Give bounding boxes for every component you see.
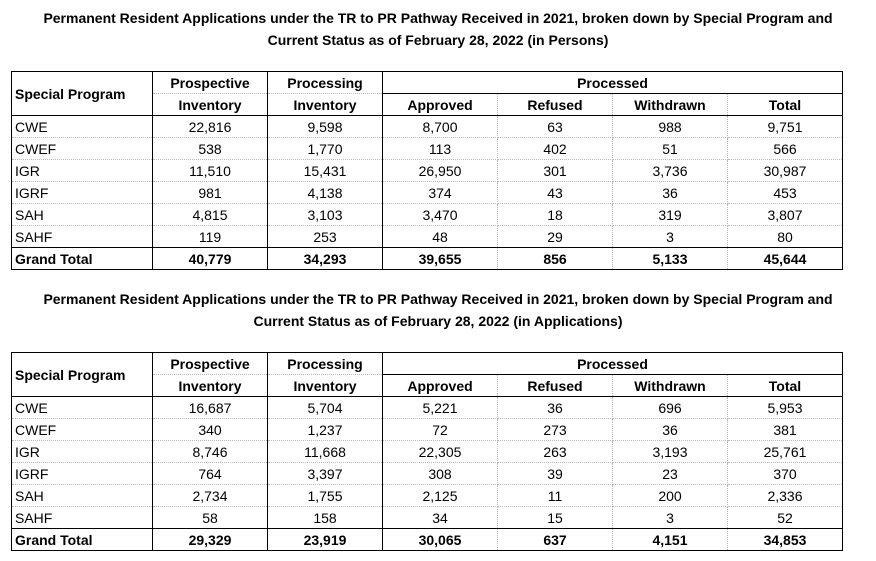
cell-processing: 9,598	[268, 116, 383, 138]
cell-total: 25,761	[728, 441, 843, 463]
table-caption-persons	[0, 7, 876, 51]
grand-total-row	[12, 529, 843, 551]
cell-refused: 301	[498, 160, 613, 182]
cell-processing: 4,138	[268, 182, 383, 204]
cell-program: SAHF	[12, 507, 153, 529]
header-prospective-line2: Inventory	[153, 375, 268, 397]
cell-total: 381	[728, 419, 843, 441]
cell-total: 9,751	[728, 116, 843, 138]
grand-total-row	[12, 248, 843, 270]
cell-processing: 15,431	[268, 160, 383, 182]
cell-processing: 1,770	[268, 138, 383, 160]
cell-prospective: 8,746	[153, 441, 268, 463]
header-prospective-line2: Inventory	[153, 94, 268, 116]
cell-program: IGR	[12, 441, 153, 463]
cell-program: IGRF	[12, 463, 153, 485]
cell-approved: 8,700	[383, 116, 498, 138]
cell-processing: 1,237	[268, 419, 383, 441]
table-row	[12, 463, 843, 485]
cell-prospective: 22,816	[153, 116, 268, 138]
cell-approved: 26,950	[383, 160, 498, 182]
cell-refused: 15	[498, 507, 613, 529]
cell-prospective: 29,329	[153, 529, 268, 551]
cell-withdrawn: 36	[613, 182, 728, 204]
table-row	[12, 441, 843, 463]
cell-program: CWE	[12, 397, 153, 419]
cell-prospective: 2,734	[153, 485, 268, 507]
cell-refused: 39	[498, 463, 613, 485]
cell-approved: 72	[383, 419, 498, 441]
cell-total: 453	[728, 182, 843, 204]
cell-refused: 29	[498, 226, 613, 248]
cell-program: SAH	[12, 204, 153, 226]
header-refused: Refused	[498, 375, 613, 397]
cell-withdrawn: 988	[613, 116, 728, 138]
header-withdrawn: Withdrawn	[613, 375, 728, 397]
table-row	[12, 116, 843, 138]
cell-refused: 18	[498, 204, 613, 226]
cell-approved: 2,125	[383, 485, 498, 507]
cell-total: 34,853	[728, 529, 843, 551]
cell-program: SAHF	[12, 226, 153, 248]
table-row	[12, 226, 843, 248]
header-total: Total	[728, 375, 843, 397]
cell-prospective: 981	[153, 182, 268, 204]
cell-processing: 253	[268, 226, 383, 248]
cell-withdrawn: 5,133	[613, 248, 728, 270]
caption-line: Permanent Resident Applications under the TR to PR Pathway Received in 2021, broken down by Special Program and	[43, 291, 833, 307]
cell-prospective: 40,779	[153, 248, 268, 270]
caption-line: Current Status as of February 28, 2022 (in Persons)	[267, 32, 609, 48]
cell-processing: 23,919	[268, 529, 383, 551]
table-row	[12, 204, 843, 226]
cell-prospective: 11,510	[153, 160, 268, 182]
header-processed: Processed	[383, 353, 843, 375]
header-withdrawn: Withdrawn	[613, 94, 728, 116]
cell-approved: 34	[383, 507, 498, 529]
cell-refused: 11	[498, 485, 613, 507]
cell-withdrawn: 3	[613, 507, 728, 529]
cell-approved: 48	[383, 226, 498, 248]
cell-approved: 5,221	[383, 397, 498, 419]
table-row	[12, 160, 843, 182]
cell-refused: 402	[498, 138, 613, 160]
cell-total: 370	[728, 463, 843, 485]
cell-refused: 637	[498, 529, 613, 551]
cell-total: 566	[728, 138, 843, 160]
cell-approved: 308	[383, 463, 498, 485]
cell-prospective: 58	[153, 507, 268, 529]
table-row	[12, 397, 843, 419]
cell-program: CWEF	[12, 419, 153, 441]
cell-withdrawn: 23	[613, 463, 728, 485]
cell-processing: 34,293	[268, 248, 383, 270]
cell-program: IGRF	[12, 182, 153, 204]
cell-prospective: 538	[153, 138, 268, 160]
header-prospective-line1: Prospective	[153, 72, 268, 94]
cell-withdrawn: 696	[613, 397, 728, 419]
cell-prospective: 4,815	[153, 204, 268, 226]
header-prospective-line1: Prospective	[153, 353, 268, 375]
cell-total: 5,953	[728, 397, 843, 419]
cell-processing: 3,103	[268, 204, 383, 226]
cell-withdrawn: 36	[613, 419, 728, 441]
cell-total: 30,987	[728, 160, 843, 182]
cell-approved: 113	[383, 138, 498, 160]
header-approved: Approved	[383, 94, 498, 116]
cell-processing: 158	[268, 507, 383, 529]
table-row	[12, 419, 843, 441]
header-special-program: Special Program	[12, 353, 153, 397]
cell-refused: 273	[498, 419, 613, 441]
cell-program: SAH	[12, 485, 153, 507]
cell-refused: 63	[498, 116, 613, 138]
cell-withdrawn: 3,736	[613, 160, 728, 182]
cell-refused: 856	[498, 248, 613, 270]
header-approved: Approved	[383, 375, 498, 397]
cell-processing: 1,755	[268, 485, 383, 507]
cell-refused: 43	[498, 182, 613, 204]
cell-refused: 263	[498, 441, 613, 463]
header-processing-line2: Inventory	[268, 94, 383, 116]
cell-withdrawn: 4,151	[613, 529, 728, 551]
header-processing-line1: Processing	[268, 353, 383, 375]
cell-prospective: 340	[153, 419, 268, 441]
cell-program: CWE	[12, 116, 153, 138]
cell-program: Grand Total	[12, 248, 153, 270]
header-special-program: Special Program	[12, 72, 153, 116]
header-total: Total	[728, 94, 843, 116]
cell-prospective: 119	[153, 226, 268, 248]
cell-withdrawn: 319	[613, 204, 728, 226]
header-processed: Processed	[383, 72, 843, 94]
cell-prospective: 764	[153, 463, 268, 485]
header-processing-line1: Processing	[268, 72, 383, 94]
cell-prospective: 16,687	[153, 397, 268, 419]
cell-processing: 5,704	[268, 397, 383, 419]
table-row	[12, 507, 843, 529]
table-caption-applications	[0, 288, 876, 332]
table-row	[12, 485, 843, 507]
cell-approved: 30,065	[383, 529, 498, 551]
table-row	[12, 138, 843, 160]
cell-total: 45,644	[728, 248, 843, 270]
cell-program: CWEF	[12, 138, 153, 160]
cell-approved: 22,305	[383, 441, 498, 463]
cell-program: IGR	[12, 160, 153, 182]
cell-total: 2,336	[728, 485, 843, 507]
header-processing-line2: Inventory	[268, 375, 383, 397]
caption-line: Permanent Resident Applications under the TR to PR Pathway Received in 2021, broken down by Special Program and	[43, 10, 833, 26]
cell-total: 80	[728, 226, 843, 248]
table-persons	[11, 71, 843, 270]
cell-withdrawn: 51	[613, 138, 728, 160]
cell-refused: 36	[498, 397, 613, 419]
cell-approved: 374	[383, 182, 498, 204]
cell-processing: 11,668	[268, 441, 383, 463]
caption-line: Current Status as of February 28, 2022 (in Applications)	[253, 313, 623, 329]
cell-withdrawn: 3,193	[613, 441, 728, 463]
cell-approved: 3,470	[383, 204, 498, 226]
table-row	[12, 182, 843, 204]
header-refused: Refused	[498, 94, 613, 116]
cell-total: 3,807	[728, 204, 843, 226]
cell-program: Grand Total	[12, 529, 153, 551]
cell-withdrawn: 3	[613, 226, 728, 248]
cell-withdrawn: 200	[613, 485, 728, 507]
table-applications	[11, 352, 843, 551]
cell-approved: 39,655	[383, 248, 498, 270]
cell-processing: 3,397	[268, 463, 383, 485]
cell-total: 52	[728, 507, 843, 529]
